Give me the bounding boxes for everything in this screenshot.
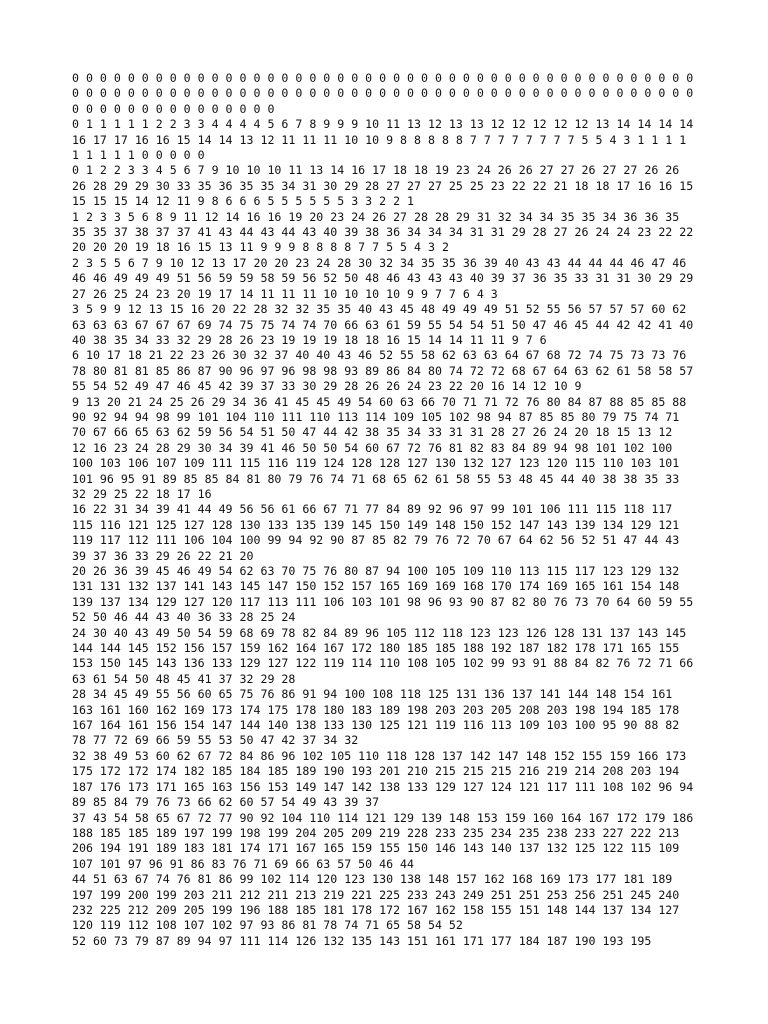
data-row-11: 20 26 36 39 45 46 49 54 62 63 70 75 76 80 87 94 100 105 109 110 113 115 117 123 129 132 131 131 132 137 141 143 145 147 150 152 157 165 169 169 168 170 174 169 165 161 154 148 139 137 134 129 127 120 117 113 111 106 103 101 98 96 93 90 87 82 80 76 73 70 64 60 59 55 52 50 46 44 43 40 36 33 28 25 24 <box>72 564 694 625</box>
data-row-7: 6 10 17 18 21 22 23 26 30 32 37 40 40 43 46 52 55 58 62 63 63 64 67 68 72 74 75 73 73 76 78 80 81 81 85 86 87 90 96 97 96 98 98 93 89 86 84 80 74 72 72 68 67 64 63 62 61 58 58 57 55 54 52 49 47 46 45 42 39 37 33 30 29 28 26 26 24 23 22 20 16 14 12 10 9 <box>72 348 694 394</box>
data-row-15: 37 43 54 58 65 67 72 77 90 92 104 110 114 121 129 139 148 153 159 160 164 167 172 179 186 188 185 185 189 197 199 198 199 204 205 209 219 228 233 235 234 235 238 233 227 222 213 206 194 191 189 183 181 174 171 167 165 159 155 150 146 143 140 137 132 125 122 115 109 107 101 97 96 91 86 83 76 71 69 66 63 57 50 46 44 <box>72 810 694 871</box>
data-row-1: 0 0 0 0 0 0 0 0 0 0 0 0 0 0 0 0 0 0 0 0 0 0 0 0 0 0 0 0 0 0 0 0 0 0 0 0 0 0 0 0 0 0 0 0 0 0 0 0 0 0 0 0 0 0 0 0 0 0 0 0 0 0 0 0 0 0 0 0 0 0 0 0 0 0 0 0 0 0 0 0 0 0 0 0 0 0 0 0 0 0 0 0 0 0 0 0 0 0 0 0 0 0 0 0 0 <box>72 71 694 116</box>
data-row-4: 1 2 3 3 5 6 8 9 11 12 14 16 16 19 20 23 24 26 27 28 28 29 31 32 34 34 35 35 34 36 36 35 35 35 37 38 37 37 41 43 44 43 44 43 40 39 38 36 34 34 34 31 31 29 28 27 26 24 24 23 22 22 20 20 20 19 18 16 15 13 11 9 9 9 8 8 8 8 7 7 5 5 4 3 2 <box>72 209 694 255</box>
data-row-9: 12 16 23 24 28 29 30 34 39 41 46 50 50 54 60 67 72 76 81 82 83 84 89 94 98 101 102 100 100 103 106 107 109 111 115 116 119 124 128 128 127 130 132 127 123 120 115 110 103 101 101 96 95 91 89 85 85 84 81 80 79 76 74 71 68 65 62 61 58 55 53 48 45 44 40 38 38 35 33 32 29 25 22 18 17 16 <box>72 440 680 501</box>
data-row-16: 44 51 63 67 74 76 81 86 99 102 114 120 123 130 138 148 157 162 168 169 173 177 181 189 197 199 200 199 203 211 212 211 213 219 221 225 233 243 249 251 251 253 256 251 245 240 232 225 212 209 205 199 196 188 185 181 178 172 167 162 158 155 151 148 144 137 134 127 120 119 112 108 107 102 97 93 86 81 78 74 71 65 58 54 52 <box>72 872 680 933</box>
data-row-2: 0 1 1 1 1 1 2 2 3 3 4 4 4 4 5 6 7 8 9 9 9 10 11 13 12 13 13 12 12 12 12 12 13 14 14 14 14 16 17 17 16 16 15 14 14 13 12 11 11 11 10 10 9 8 8 8 8 8 7 7 7 7 7 7 7 7 5 5 4 3 1 1 1 1 1 1 1 1 1 0 0 0 0 0 <box>72 117 694 163</box>
data-row-5: 2 3 5 5 6 7 9 10 12 13 17 20 20 23 24 28 30 32 34 35 35 36 39 40 43 43 44 44 44 46 47 46 46 46 49 49 49 51 56 59 59 58 59 56 52 50 48 46 43 43 43 40 39 37 36 35 33 31 31 30 29 29 27 26 25 24 23 20 19 17 14 11 11 11 10 10 10 10 9 9 7 7 6 4 3 <box>72 255 694 301</box>
data-row-12: 24 30 40 43 49 50 54 59 68 69 78 82 84 89 96 105 112 118 123 123 126 128 131 137 143 145 144 144 145 152 156 157 159 162 164 167 172 180 185 185 188 192 187 182 178 171 165 155 153 150 145 143 136 133 129 127 122 119 114 110 108 105 102 99 93 91 88 84 82 76 72 71 66 63 61 54 50 48 45 41 37 32 29 28 <box>72 625 694 686</box>
data-row-17: 52 60 73 79 87 89 94 97 111 114 126 132 135 143 151 161 171 177 184 187 190 193 195 <box>72 933 652 948</box>
data-row-3: 0 1 2 2 3 3 4 5 6 7 9 10 10 10 11 13 14 16 17 18 18 19 23 24 26 26 27 27 26 27 27 26 26 26 28 29 29 30 33 35 36 35 35 34 31 30 29 28 27 27 27 25 25 23 22 22 21 18 18 17 16 16 15 15 15 15 14 12 11 9 8 6 6 6 5 5 5 5 5 5 3 3 2 2 1 <box>72 163 694 209</box>
data-row-6: 3 5 9 9 12 13 15 16 20 22 28 32 32 35 35 40 43 45 48 49 49 49 51 52 55 56 57 57 57 60 62 63 63 63 67 67 67 69 74 75 75 74 74 70 66 63 61 59 55 54 54 51 50 47 46 45 44 42 42 41 40 40 38 35 34 33 32 29 28 26 23 19 19 19 18 18 16 15 14 14 11 11 9 7 6 <box>72 302 694 347</box>
data-row-10: 16 22 31 34 39 41 44 49 56 56 61 66 67 71 77 84 89 92 96 97 99 101 106 111 115 118 117 115 116 121 125 127 128 130 133 135 139 145 150 149 148 150 152 147 143 139 134 129 121 119 117 112 111 106 104 100 99 94 92 90 87 85 82 79 76 72 70 67 64 62 56 52 51 47 44 43 39 37 36 33 29 26 22 21 20 <box>72 502 680 563</box>
data-row-14: 32 38 49 53 60 62 67 72 84 86 96 102 105 110 118 128 137 142 147 148 152 155 159 166 173 175 172 172 174 182 185 184 185 189 190 193 201 210 215 215 215 216 219 214 208 203 194 187 176 173 171 165 163 156 153 149 147 142 138 133 129 127 124 121 117 111 108 102 96 94 89 85 84 79 76 73 66 62 60 57 54 49 43 39 37 <box>72 748 694 810</box>
data-row-8: 9 13 20 21 24 25 26 29 34 36 41 45 45 49 54 60 63 66 70 71 71 72 76 80 84 87 88 85 85 88 90 92 94 94 98 99 101 104 110 111 110 113 114 109 105 102 98 94 87 85 85 80 79 75 74 71 70 67 66 65 63 62 59 56 54 51 50 47 44 42 38 35 34 33 31 31 28 27 26 24 20 18 15 13 12 <box>72 394 687 440</box>
data-row-13: 28 34 45 49 55 56 60 65 75 76 86 91 94 100 108 118 125 131 136 137 141 144 148 154 161 163 161 160 162 169 173 174 175 178 180 183 189 198 203 203 205 208 203 198 194 185 178 167 164 161 156 154 147 144 140 138 133 130 125 121 119 116 113 109 103 100 95 90 88 82 78 77 72 69 66 59 55 53 50 47 42 37 34 32 <box>72 687 680 748</box>
number-grid-text <box>72 71 700 949</box>
